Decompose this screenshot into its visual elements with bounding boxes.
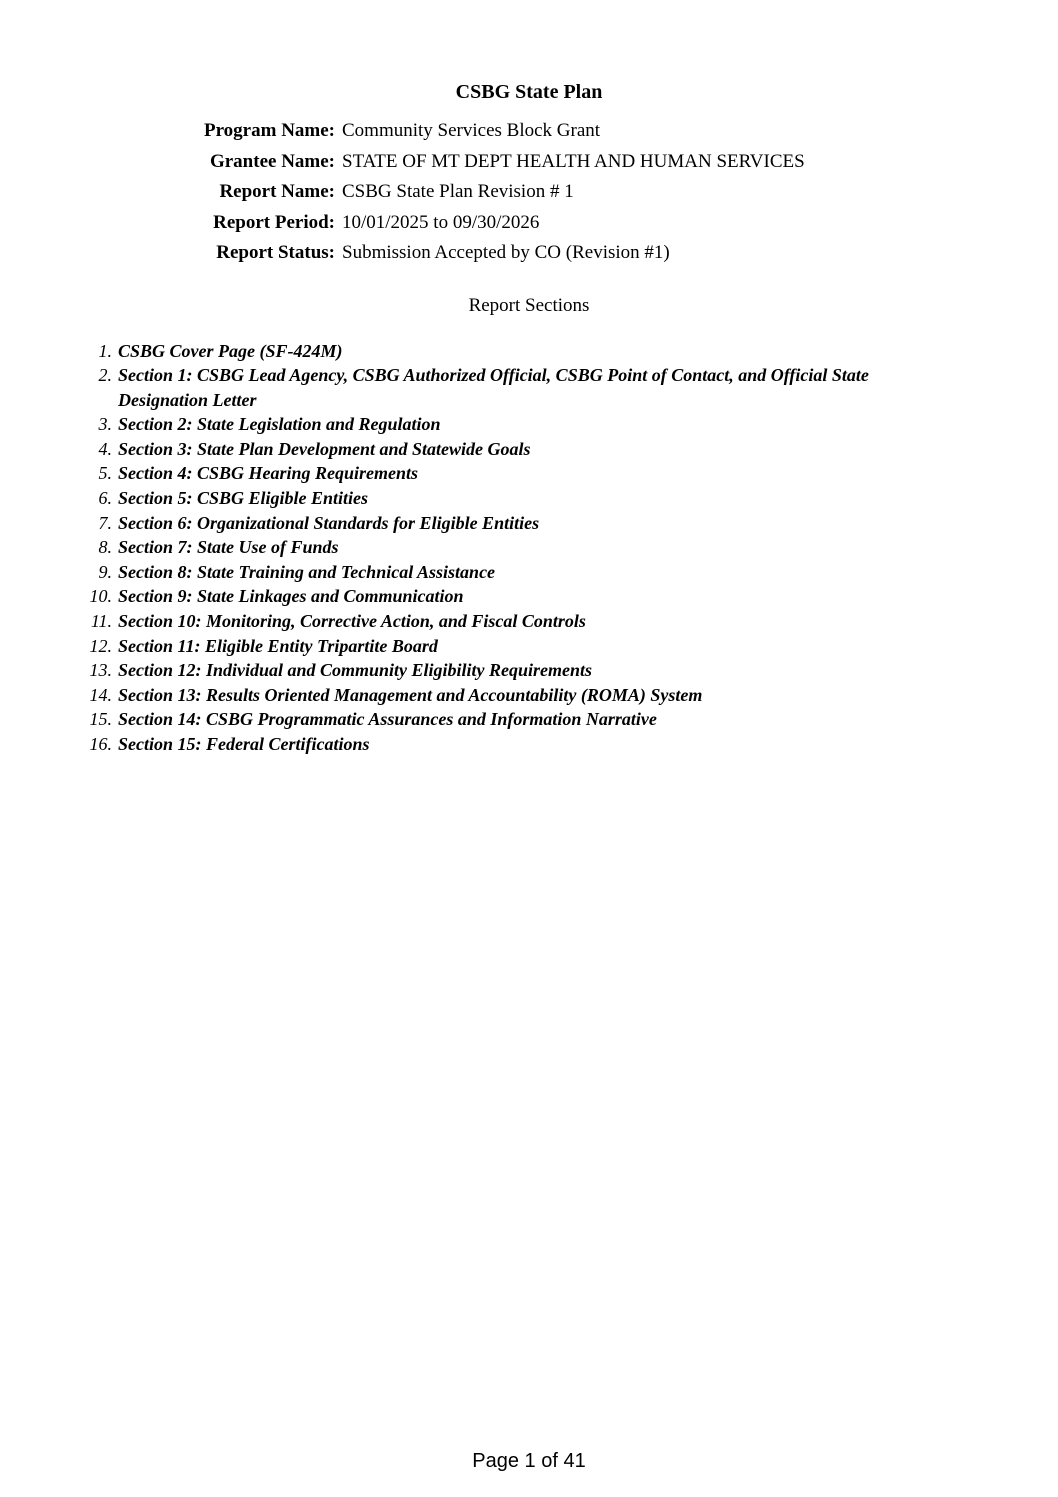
section-list-item: Section 14: CSBG Programmatic Assurances and Information Narrative bbox=[118, 709, 657, 730]
report-sections-heading: Report Sections bbox=[468, 294, 590, 316]
metadata-label: Report Status: bbox=[216, 242, 335, 263]
section-list-item: Section 9: State Linkages and Communication bbox=[118, 586, 464, 607]
section-list-item: Section 12: Individual and Community Eligibility Requirements bbox=[118, 660, 593, 681]
metadata-label: Grantee Name: bbox=[209, 150, 335, 172]
metadata-value: Community Services Block Grant bbox=[342, 120, 601, 141]
section-list-item: Section 11: Eligible Entity Tripartite Board bbox=[118, 635, 438, 656]
page-number-footer: Page 1 of 41 bbox=[472, 1450, 586, 1472]
section-list-item: Section 5: CSBG Eligible Entities bbox=[118, 488, 369, 509]
report-sections-list bbox=[0, 339, 905, 757]
section-list-item: Section 15: Federal Certifications bbox=[118, 734, 370, 754]
section-list-item: Section 2: State Legislation and Regulation bbox=[118, 414, 441, 435]
section-list-item: Section 6: Organizational Standards for Eligible Entities bbox=[118, 512, 540, 533]
section-list-item: Section 3: State Plan Development and Statewide Goals bbox=[118, 438, 531, 459]
section-list-item: Section 7: State Use of Funds bbox=[118, 537, 339, 558]
metadata-row bbox=[0, 147, 1058, 178]
metadata-row bbox=[0, 116, 1058, 147]
section-list-item: Section 8: State Training and Technical Assistance bbox=[118, 561, 496, 582]
metadata-value: 10/01/2025 to 09/30/2026 bbox=[342, 211, 540, 233]
metadata-label: Program Name: bbox=[203, 120, 335, 141]
metadata-row bbox=[0, 238, 1058, 269]
section-list-item: CSBG Cover Page (SF-424M) bbox=[118, 340, 343, 361]
report-metadata bbox=[0, 116, 1058, 269]
metadata-label: Report Period: bbox=[213, 211, 335, 233]
metadata-value: CSBG State Plan Revision # 1 bbox=[342, 181, 574, 202]
metadata-row bbox=[0, 208, 1058, 239]
document-title: CSBG State Plan bbox=[455, 81, 603, 103]
section-list-item: Section 13: Results Oriented Management and Accountability (ROMA) System bbox=[118, 684, 703, 705]
metadata-value: Submission Accepted by CO (Revision #1) bbox=[342, 242, 670, 263]
section-list-item: Section 4: CSBG Hearing Requirements bbox=[118, 463, 419, 484]
section-list-item: Section 1: CSBG Lead Agency, CSBG Authorized Official, CSBG Point of Contact, and Official State Designation Letter bbox=[118, 365, 869, 410]
section-list-item: Section 10: Monitoring, Corrective Action, and Fiscal Controls bbox=[118, 611, 586, 632]
metadata-value: STATE OF MT DEPT HEALTH AND HUMAN SERVICES bbox=[342, 150, 805, 172]
metadata-row bbox=[0, 177, 1058, 208]
metadata-label: Report Name: bbox=[219, 181, 335, 202]
